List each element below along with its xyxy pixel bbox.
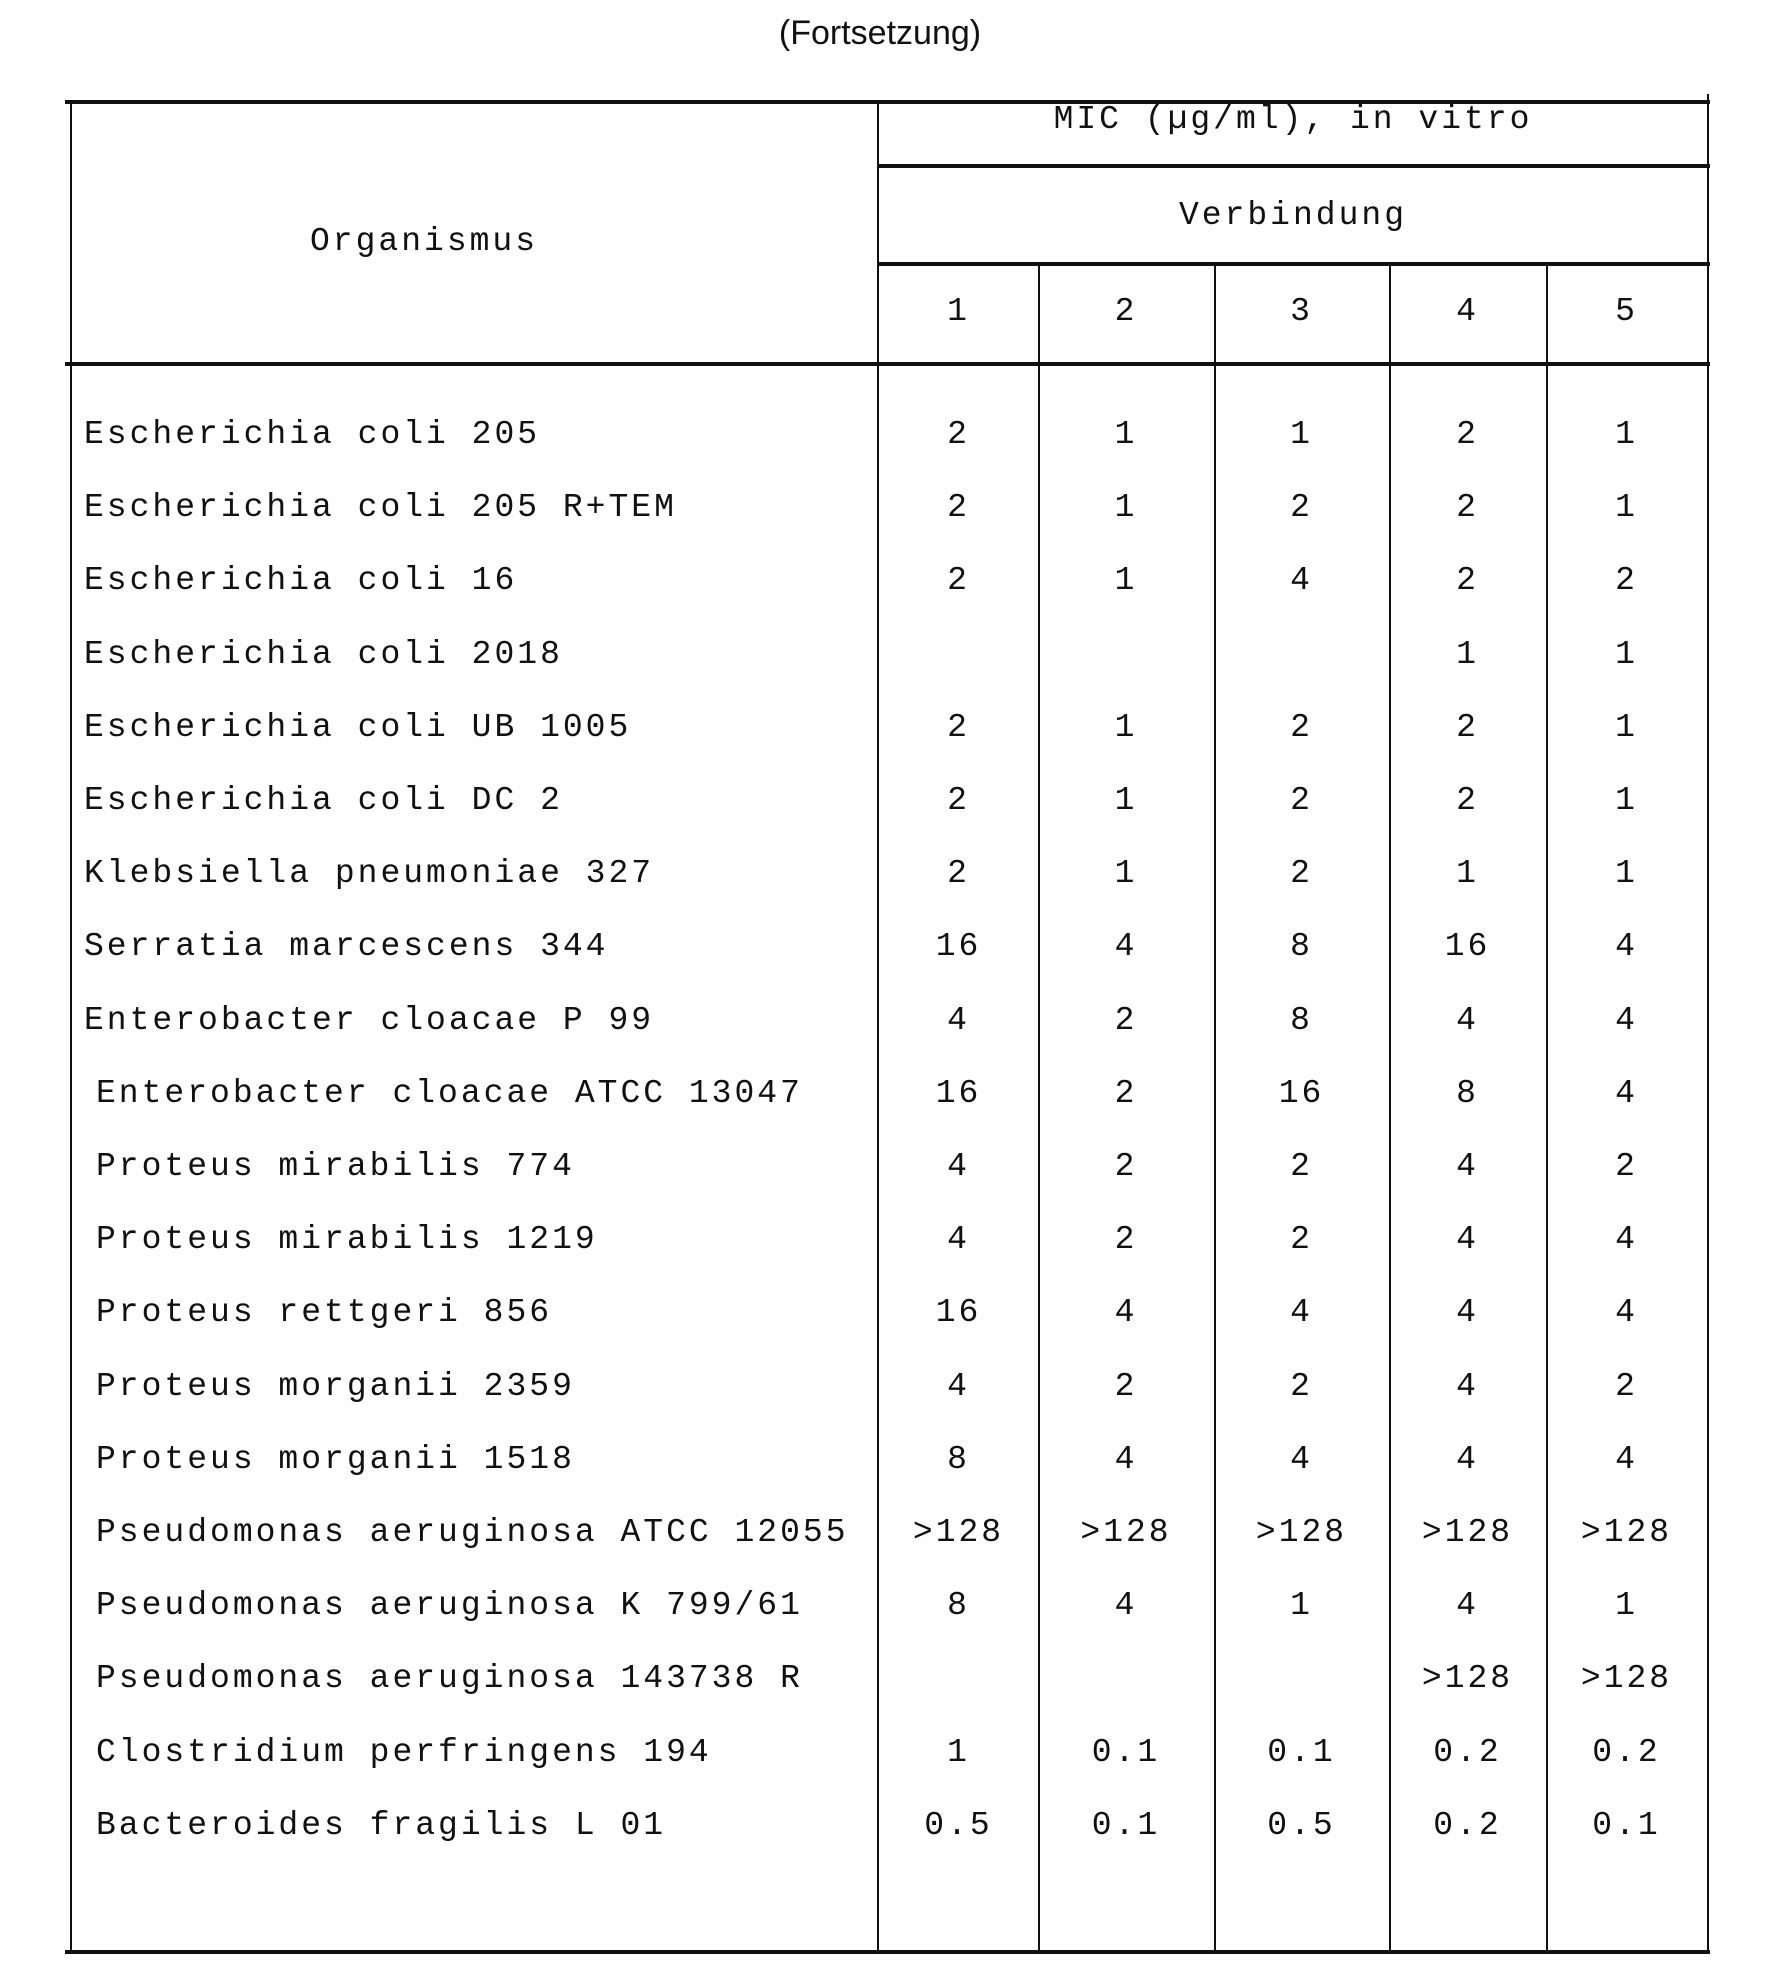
mic-value: 4 <box>879 1220 1038 1260</box>
mic-value: 1 <box>1546 415 1707 455</box>
mic-value: 2 <box>1389 488 1546 528</box>
mic-value: 1 <box>1546 488 1707 528</box>
mic-value: 4 <box>1214 1293 1389 1333</box>
mic-value: 0.1 <box>1214 1733 1389 1773</box>
mic-value: 0.5 <box>879 1806 1038 1846</box>
organism-name: Escherichia coli 205 <box>84 415 540 455</box>
header-bottom-rule <box>65 362 1710 366</box>
mic-value: 1 <box>1038 488 1214 528</box>
compound-header: Verbindung <box>879 196 1707 236</box>
organism-name: Proteus mirabilis 774 <box>96 1147 575 1187</box>
mic-value: 1 <box>1546 1586 1707 1626</box>
mic-value: 1 <box>1546 854 1707 894</box>
mic-value: 1 <box>1214 1586 1389 1626</box>
compound-column-header: 5 <box>1546 292 1707 332</box>
mic-value: 2 <box>879 561 1038 601</box>
compound-rule <box>879 262 1710 266</box>
mic-value: 2 <box>1389 415 1546 455</box>
mic-value: >128 <box>1389 1513 1546 1553</box>
mic-value: 8 <box>1214 1001 1389 1041</box>
mic-value: 1 <box>1546 708 1707 748</box>
mic-value: 4 <box>1546 927 1707 967</box>
mic-value: 4 <box>1389 1220 1546 1260</box>
mic-value: 1 <box>1389 854 1546 894</box>
organism-name: Proteus mirabilis 1219 <box>96 1220 598 1260</box>
mic-value: 2 <box>879 781 1038 821</box>
organism-name: Proteus rettgeri 856 <box>96 1293 552 1333</box>
mic-value: 8 <box>1389 1074 1546 1114</box>
mic-value: 16 <box>1389 927 1546 967</box>
mic-value: 2 <box>1038 1147 1214 1187</box>
mic-value: 4 <box>1546 1074 1707 1114</box>
mic-value: 4 <box>1389 1293 1546 1333</box>
organism-name: Klebsiella pneumoniae 327 <box>84 854 654 894</box>
mic-value: 4 <box>1389 1367 1546 1407</box>
mic-value: 2 <box>1214 854 1389 894</box>
mic-value: 2 <box>879 708 1038 748</box>
mic-value: >128 <box>1038 1513 1214 1553</box>
organism-name: Escherichia coli 16 <box>84 561 517 601</box>
mic-value: 2 <box>879 854 1038 894</box>
mic-value: >128 <box>879 1513 1038 1553</box>
mic-value: 16 <box>1214 1074 1389 1114</box>
mic-value: 1 <box>1038 415 1214 455</box>
mic-value: 4 <box>1038 1586 1214 1626</box>
mic-value: 2 <box>1546 561 1707 601</box>
organism-name: Pseudomonas aeruginosa 143738 R <box>96 1659 803 1699</box>
mic-value: 1 <box>1546 781 1707 821</box>
mic-value: 4 <box>1038 927 1214 967</box>
mic-value: 16 <box>879 1074 1038 1114</box>
organism-name: Clostridium perfringens 194 <box>96 1733 712 1773</box>
mic-value: 2 <box>879 488 1038 528</box>
mic-value: 0.1 <box>1038 1806 1214 1846</box>
mic-value: 4 <box>879 1001 1038 1041</box>
mic-value: 4 <box>1214 561 1389 601</box>
mic-value: 4 <box>1389 1440 1546 1480</box>
mic-value: 1 <box>1038 561 1214 601</box>
mic-value: 8 <box>879 1586 1038 1626</box>
mic-value: 4 <box>879 1367 1038 1407</box>
mic-value: 2 <box>1038 1220 1214 1260</box>
organism-name: Escherichia coli 2018 <box>84 635 563 675</box>
organism-name: Escherichia coli DC 2 <box>84 781 563 821</box>
compound-column-header: 1 <box>879 292 1038 332</box>
mic-value: 2 <box>1038 1367 1214 1407</box>
organism-name: Enterobacter cloacae P 99 <box>84 1001 654 1041</box>
mic-value: >128 <box>1389 1659 1546 1699</box>
mic-value: 4 <box>1038 1293 1214 1333</box>
mic-value: 2 <box>1389 708 1546 748</box>
compound-column-header: 4 <box>1389 292 1546 332</box>
mic-value: 2 <box>1214 1367 1389 1407</box>
mic-value: 2 <box>1389 561 1546 601</box>
organism-name: Escherichia coli 205 R+TEM <box>84 488 677 528</box>
mic-value: 2 <box>1214 708 1389 748</box>
mic-value: 0.2 <box>1389 1733 1546 1773</box>
mic-value: 4 <box>1214 1440 1389 1480</box>
mic-value: 1 <box>1214 415 1389 455</box>
mic-value: 4 <box>1389 1147 1546 1187</box>
mic-header: MIC (µg/ml), in vitro <box>879 100 1707 140</box>
mic-value: 4 <box>1546 1440 1707 1480</box>
mic-value: 2 <box>1546 1367 1707 1407</box>
mic-value: >128 <box>1546 1513 1707 1553</box>
organism-name: Bacteroides fragilis L 01 <box>96 1806 666 1846</box>
mic-value: 1 <box>879 1733 1038 1773</box>
right-border <box>1707 94 1709 1952</box>
mic-value: 2 <box>1214 1147 1389 1187</box>
mic-value: >128 <box>1546 1659 1707 1699</box>
mic-value: 4 <box>1038 1440 1214 1480</box>
mic-value: 4 <box>879 1147 1038 1187</box>
mic-value: 4 <box>1389 1586 1546 1626</box>
mic-value: 16 <box>879 927 1038 967</box>
mic-value: 2 <box>1214 1220 1389 1260</box>
mic-value: 0.1 <box>1038 1733 1214 1773</box>
organism-name: Proteus morganii 2359 <box>96 1367 575 1407</box>
mic-value: 2 <box>1038 1074 1214 1114</box>
compound-column-header: 3 <box>1214 292 1389 332</box>
left-border <box>70 102 72 1952</box>
organism-name: Pseudomonas aeruginosa ATCC 12055 <box>96 1513 849 1553</box>
mic-value: 0.5 <box>1214 1806 1389 1846</box>
mic-value: 2 <box>1546 1147 1707 1187</box>
mic-value: 16 <box>879 1293 1038 1333</box>
mic-value: 1 <box>1389 635 1546 675</box>
mic-value: 0.2 <box>1389 1806 1546 1846</box>
compound-column-header: 2 <box>1038 292 1214 332</box>
mic-value: 2 <box>1389 781 1546 821</box>
mic-value: 1 <box>1038 781 1214 821</box>
mic-value: 8 <box>1214 927 1389 967</box>
mic-value: 2 <box>879 415 1038 455</box>
organism-header: Organismus <box>310 222 538 262</box>
mic-value: 4 <box>1546 1001 1707 1041</box>
page-title: (Fortsetzung) <box>0 14 1760 53</box>
mic-value: 0.2 <box>1546 1733 1707 1773</box>
table-bottom-rule <box>65 1950 1710 1954</box>
mic-value: 4 <box>1389 1001 1546 1041</box>
mic-value: 2 <box>1214 488 1389 528</box>
mic-value: 1 <box>1546 635 1707 675</box>
mic-value: 2 <box>1038 1001 1214 1041</box>
mic-value: >128 <box>1214 1513 1389 1553</box>
organism-name: Pseudomonas aeruginosa K 799/61 <box>96 1586 803 1626</box>
organism-name: Serratia marcescens 344 <box>84 927 608 967</box>
mic-value: 1 <box>1038 708 1214 748</box>
mic-value: 0.1 <box>1546 1806 1707 1846</box>
mic-value: 4 <box>1546 1293 1707 1333</box>
organism-name: Proteus morganii 1518 <box>96 1440 575 1480</box>
organism-name: Enterobacter cloacae ATCC 13047 <box>96 1074 803 1114</box>
mic-rule <box>879 164 1710 168</box>
organism-name: Escherichia coli UB 1005 <box>84 708 631 748</box>
mic-value: 8 <box>879 1440 1038 1480</box>
mic-value: 2 <box>1214 781 1389 821</box>
mic-value: 4 <box>1546 1220 1707 1260</box>
mic-value: 1 <box>1038 854 1214 894</box>
